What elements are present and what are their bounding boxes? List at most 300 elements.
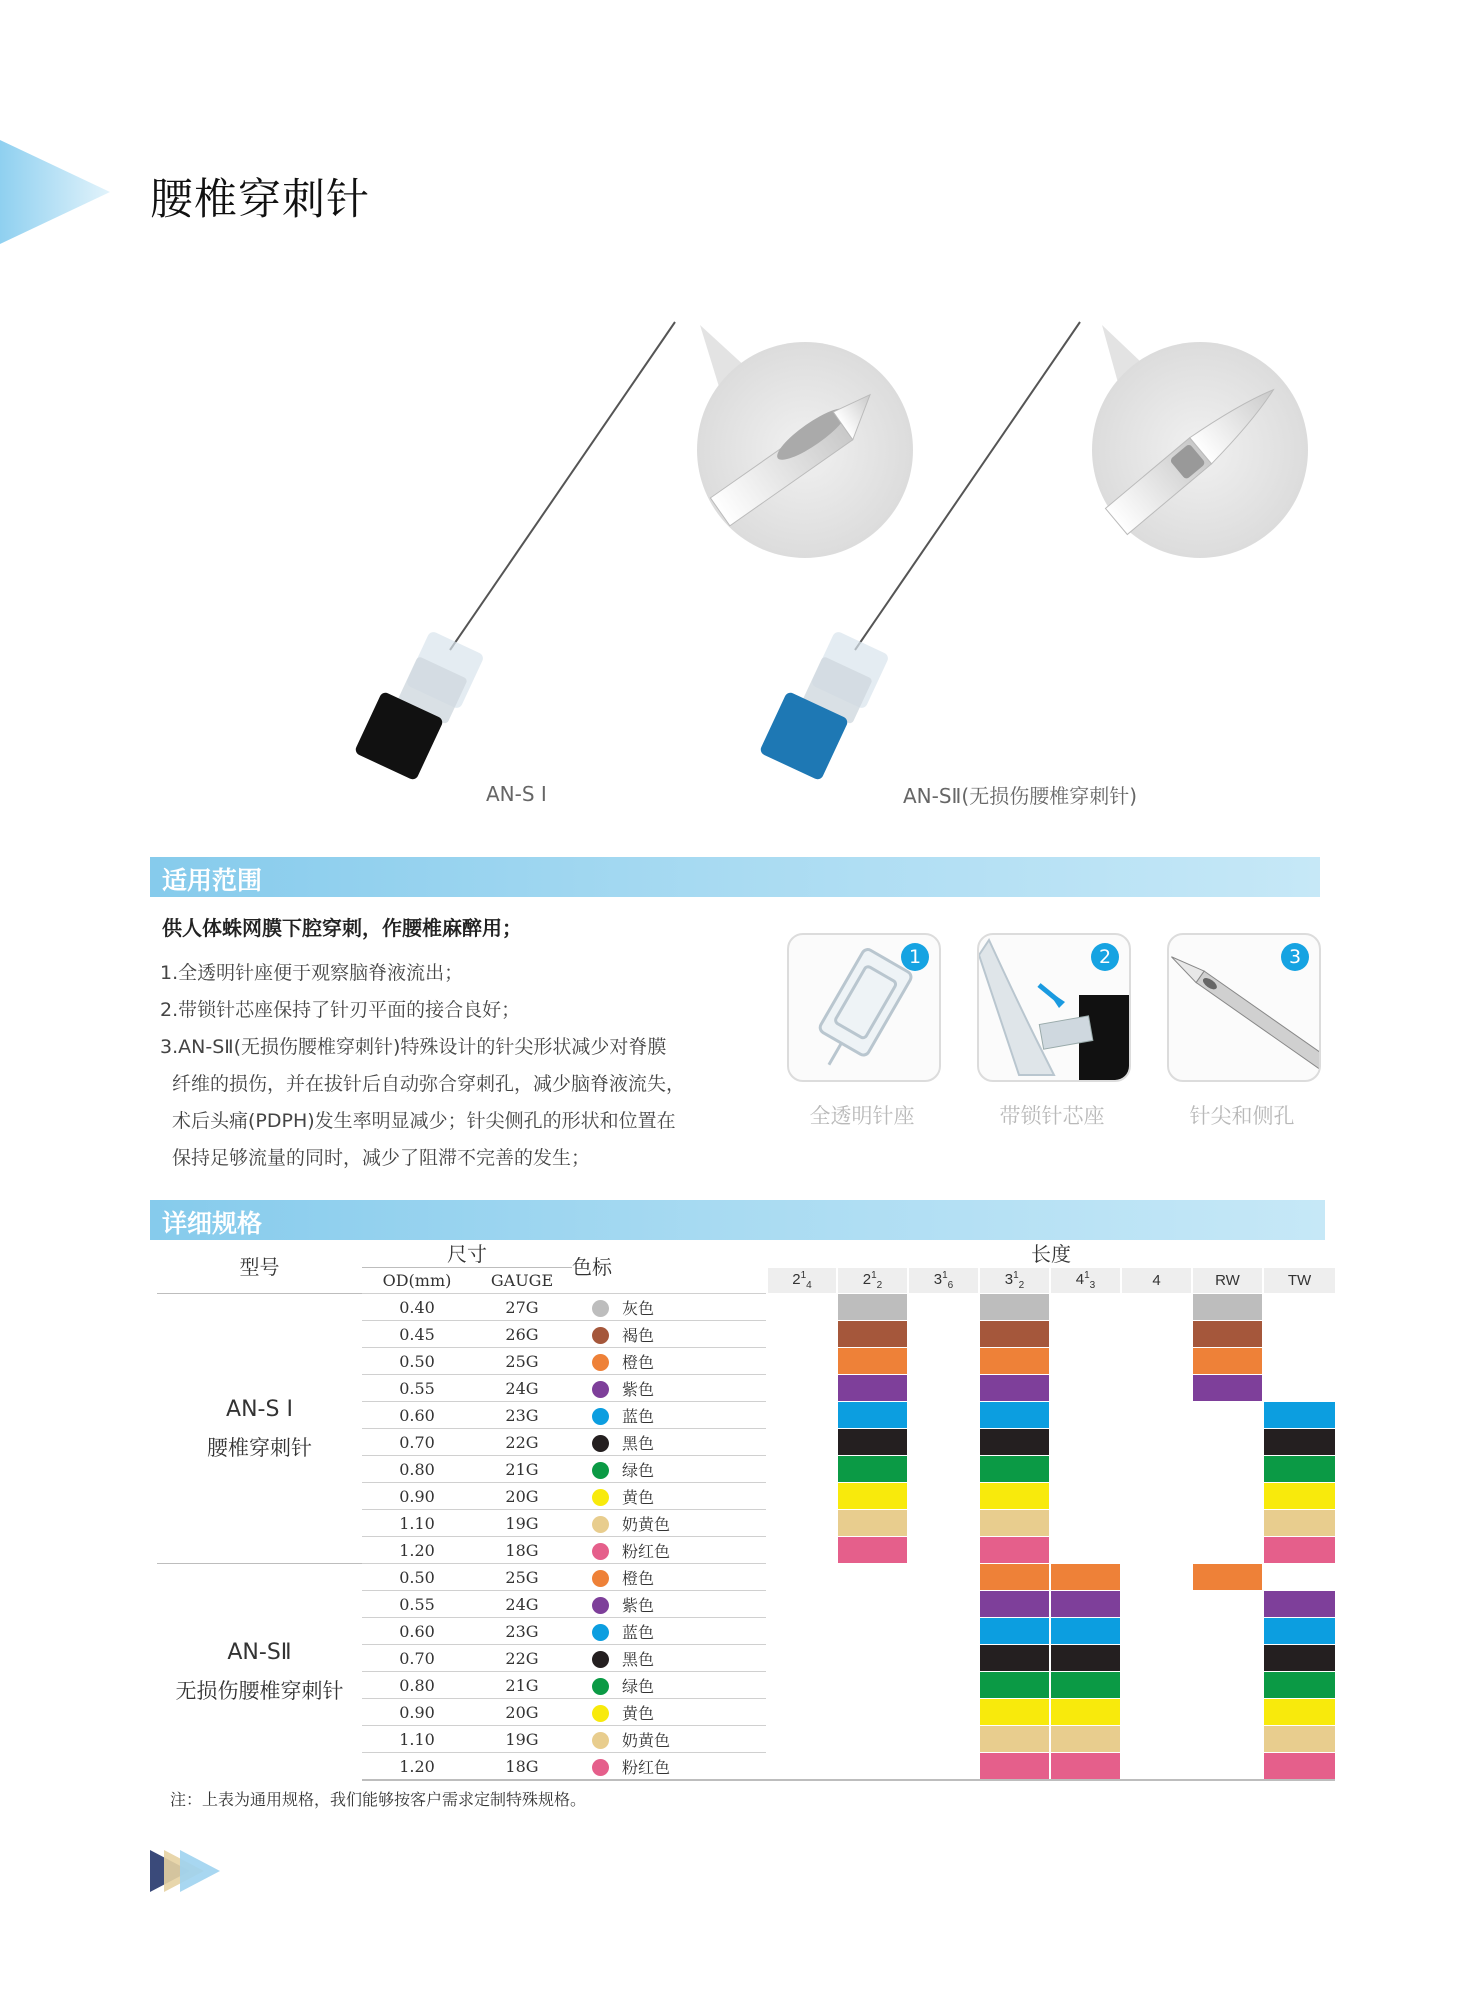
length-empty-cell bbox=[908, 1591, 979, 1618]
feature-line: 保持足够流量的同时，减少了阻滞不完善的发生； bbox=[172, 1147, 591, 1169]
length-empty-cell bbox=[908, 1483, 979, 1510]
length-empty-cell bbox=[767, 1483, 837, 1510]
color-name: 橙色 bbox=[622, 1568, 655, 1588]
length-empty-cell bbox=[1192, 1618, 1263, 1645]
color-dot-icon bbox=[592, 1408, 609, 1425]
length-empty-cell bbox=[908, 1753, 979, 1781]
length-empty-cell bbox=[908, 1375, 979, 1402]
color-dot-icon bbox=[592, 1759, 609, 1776]
length-empty-cell bbox=[1192, 1591, 1263, 1618]
color-name: 奶黄色 bbox=[622, 1730, 671, 1750]
color-name: 绿色 bbox=[622, 1676, 655, 1696]
length-available-swatch bbox=[1192, 1375, 1263, 1402]
footer-triangles-decoration bbox=[150, 1850, 230, 1892]
length-available-swatch bbox=[979, 1753, 1050, 1781]
length-empty-cell bbox=[1263, 1564, 1335, 1591]
color-mark-cell bbox=[572, 1429, 767, 1456]
gauge-cell: 20G bbox=[472, 1699, 572, 1726]
length-empty-cell bbox=[837, 1645, 908, 1672]
color-dot-icon bbox=[592, 1381, 609, 1398]
table-row bbox=[157, 1564, 1335, 1591]
length-empty-cell bbox=[1050, 1402, 1121, 1429]
length-empty-cell bbox=[1121, 1294, 1192, 1321]
length-frac-den: 3 bbox=[1089, 1279, 1096, 1291]
length-empty-cell bbox=[1192, 1402, 1263, 1429]
od-cell: 0.40 bbox=[362, 1294, 472, 1321]
length-empty-cell bbox=[1121, 1591, 1192, 1618]
feature-list bbox=[160, 955, 760, 1177]
od-cell: 0.80 bbox=[362, 1456, 472, 1483]
length-available-swatch bbox=[1050, 1564, 1121, 1591]
length-header-7 bbox=[1263, 1268, 1335, 1294]
length-available-swatch bbox=[1192, 1321, 1263, 1348]
length-frac-num: 1 bbox=[942, 1269, 948, 1281]
length-header-2 bbox=[908, 1268, 979, 1294]
length-frac-den: 4 bbox=[806, 1279, 812, 1291]
gauge-cell: 18G bbox=[472, 1753, 572, 1781]
length-empty-cell bbox=[908, 1429, 979, 1456]
length-empty-cell bbox=[1050, 1483, 1121, 1510]
length-empty-cell bbox=[1050, 1429, 1121, 1456]
length-empty-cell bbox=[908, 1294, 979, 1321]
length-empty-cell bbox=[1121, 1618, 1192, 1645]
length-empty-cell bbox=[767, 1375, 837, 1402]
length-header-3 bbox=[979, 1268, 1050, 1294]
length-empty-cell bbox=[1121, 1375, 1192, 1402]
color-dot-icon bbox=[592, 1570, 609, 1587]
needle-an-s1-image bbox=[354, 322, 675, 781]
length-empty-cell bbox=[1263, 1348, 1335, 1375]
length-empty-cell bbox=[837, 1753, 908, 1781]
color-name: 黄色 bbox=[622, 1487, 655, 1507]
length-empty-cell bbox=[767, 1321, 837, 1348]
product-caption-an-s2: AN-SⅡ(无损伤腰椎穿刺针) bbox=[903, 784, 1138, 808]
footnote: 注：上表为通用规格，我们能够按客户需求定制特殊规格。 bbox=[170, 1790, 587, 1809]
color-mark-cell bbox=[572, 1618, 767, 1645]
feature-line: 1.全透明针座便于观察脑脊液流出； bbox=[160, 962, 464, 984]
length-available-swatch bbox=[837, 1294, 908, 1321]
length-available-swatch bbox=[979, 1294, 1050, 1321]
header-od: OD(mm) bbox=[382, 1271, 452, 1290]
od-cell: 0.50 bbox=[362, 1564, 472, 1591]
color-name: 粉红色 bbox=[622, 1541, 671, 1561]
length-empty-cell bbox=[1192, 1510, 1263, 1537]
length-available-swatch bbox=[837, 1402, 908, 1429]
color-name: 紫色 bbox=[622, 1379, 655, 1399]
length-empty-cell bbox=[837, 1618, 908, 1645]
gauge-cell: 20G bbox=[472, 1483, 572, 1510]
length-available-swatch bbox=[1263, 1510, 1335, 1537]
length-available-swatch bbox=[1192, 1294, 1263, 1321]
length-available-swatch bbox=[1263, 1618, 1335, 1645]
length-frac-den: 2 bbox=[876, 1279, 883, 1291]
gauge-cell: 25G bbox=[472, 1564, 572, 1591]
thumb-caption: 全透明针座 bbox=[809, 1104, 915, 1128]
length-available-swatch bbox=[1050, 1645, 1121, 1672]
thumb-locking-stylet-hub bbox=[977, 933, 1131, 1082]
length-available-swatch bbox=[1263, 1537, 1335, 1564]
length-available-swatch bbox=[979, 1726, 1050, 1753]
length-empty-cell bbox=[767, 1699, 837, 1726]
length-empty-cell bbox=[908, 1645, 979, 1672]
length-empty-cell bbox=[1121, 1564, 1192, 1591]
length-available-swatch bbox=[1050, 1672, 1121, 1699]
length-main: 3 bbox=[933, 1270, 943, 1288]
length-empty-cell bbox=[767, 1510, 837, 1537]
header-size: 尺寸 bbox=[362, 1237, 572, 1268]
length-available-swatch bbox=[1263, 1753, 1335, 1781]
length-frac-num: 1 bbox=[1084, 1269, 1090, 1281]
length-available-swatch bbox=[1050, 1753, 1121, 1781]
length-available-swatch bbox=[979, 1456, 1050, 1483]
od-cell: 0.50 bbox=[362, 1348, 472, 1375]
length-header-4 bbox=[1050, 1268, 1121, 1294]
thumb-tip-side-hole bbox=[1167, 933, 1321, 1082]
length-available-swatch bbox=[1192, 1348, 1263, 1375]
gauge-cell: 22G bbox=[472, 1645, 572, 1672]
product-illustrations bbox=[330, 310, 1380, 810]
thumb-caption: 带锁针芯座 bbox=[999, 1104, 1105, 1128]
od-cell: 0.80 bbox=[362, 1672, 472, 1699]
gauge-cell: 27G bbox=[472, 1294, 572, 1321]
length-available-swatch bbox=[979, 1645, 1050, 1672]
color-dot-icon bbox=[592, 1516, 609, 1533]
length-available-swatch bbox=[1263, 1483, 1335, 1510]
length-empty-cell bbox=[767, 1429, 837, 1456]
color-mark-cell bbox=[572, 1564, 767, 1591]
gauge-cell: 19G bbox=[472, 1726, 572, 1753]
model-code: AN-SⅡ bbox=[227, 1640, 292, 1665]
length-empty-cell bbox=[767, 1564, 837, 1591]
color-mark-cell bbox=[572, 1321, 767, 1348]
length-empty-cell bbox=[908, 1537, 979, 1564]
model-code: AN-S I bbox=[226, 1396, 293, 1422]
length-empty-cell bbox=[837, 1672, 908, 1699]
length-available-swatch bbox=[979, 1483, 1050, 1510]
length-empty-cell bbox=[1050, 1537, 1121, 1564]
color-mark-cell bbox=[572, 1294, 767, 1321]
length-empty-cell bbox=[767, 1645, 837, 1672]
length-empty-cell bbox=[767, 1348, 837, 1375]
color-mark-cell bbox=[572, 1753, 767, 1781]
color-dot-icon bbox=[592, 1705, 609, 1722]
length-main: 4 bbox=[1075, 1270, 1085, 1288]
color-mark-cell bbox=[572, 1483, 767, 1510]
color-mark-cell bbox=[572, 1672, 767, 1699]
length-available-swatch bbox=[979, 1618, 1050, 1645]
length-header-1 bbox=[837, 1268, 908, 1294]
length-available-swatch bbox=[979, 1699, 1050, 1726]
length-available-swatch bbox=[1263, 1591, 1335, 1618]
color-dot-icon bbox=[592, 1624, 609, 1641]
length-empty-cell bbox=[1192, 1537, 1263, 1564]
length-empty-cell bbox=[908, 1402, 979, 1429]
header-length: 长度 bbox=[1031, 1241, 1071, 1266]
scope-heading: 适用范围 bbox=[162, 866, 263, 895]
pencil-tip-magnifier bbox=[1092, 325, 1308, 558]
color-mark-cell bbox=[572, 1402, 767, 1429]
od-cell: 0.90 bbox=[362, 1699, 472, 1726]
length-empty-cell bbox=[1121, 1510, 1192, 1537]
length-empty-cell bbox=[767, 1537, 837, 1564]
od-cell: 1.10 bbox=[362, 1726, 472, 1753]
color-name: 粉红色 bbox=[622, 1757, 671, 1777]
spec-table bbox=[157, 1237, 1335, 1781]
length-available-swatch bbox=[837, 1321, 908, 1348]
length-main: 4 bbox=[1152, 1271, 1161, 1289]
length-empty-cell bbox=[1192, 1645, 1263, 1672]
header-color: 色标 bbox=[572, 1254, 612, 1279]
length-empty-cell bbox=[767, 1753, 837, 1781]
spec-heading: 详细规格 bbox=[162, 1209, 263, 1238]
length-empty-cell bbox=[837, 1564, 908, 1591]
length-empty-cell bbox=[1263, 1321, 1335, 1348]
gauge-cell: 26G bbox=[472, 1321, 572, 1348]
header-model: 型号 bbox=[239, 1254, 280, 1279]
length-frac-den: 2 bbox=[1018, 1279, 1025, 1291]
length-empty-cell bbox=[1192, 1456, 1263, 1483]
gauge-cell: 18G bbox=[472, 1537, 572, 1564]
thumb-number: 2 bbox=[1091, 943, 1119, 971]
color-mark-cell bbox=[572, 1510, 767, 1537]
length-empty-cell bbox=[767, 1618, 837, 1645]
length-available-swatch bbox=[979, 1348, 1050, 1375]
length-frac-num: 1 bbox=[871, 1269, 877, 1281]
length-available-swatch bbox=[837, 1537, 908, 1564]
length-empty-cell bbox=[767, 1294, 837, 1321]
scope-section-header bbox=[150, 857, 1320, 897]
color-dot-icon bbox=[592, 1354, 609, 1371]
od-cell: 0.60 bbox=[362, 1618, 472, 1645]
color-mark-cell bbox=[572, 1726, 767, 1753]
model-cell bbox=[157, 1294, 362, 1564]
length-empty-cell bbox=[767, 1402, 837, 1429]
gauge-cell: 23G bbox=[472, 1618, 572, 1645]
od-cell: 1.10 bbox=[362, 1510, 472, 1537]
length-empty-cell bbox=[1263, 1375, 1335, 1402]
length-empty-cell bbox=[908, 1510, 979, 1537]
length-empty-cell bbox=[1121, 1537, 1192, 1564]
thumb-number: 3 bbox=[1281, 943, 1309, 971]
color-dot-icon bbox=[592, 1300, 609, 1317]
color-name: 褐色 bbox=[622, 1325, 655, 1345]
od-cell: 0.45 bbox=[362, 1321, 472, 1348]
color-name: 绿色 bbox=[622, 1460, 655, 1480]
product-caption-an-s1: AN-S I bbox=[486, 782, 547, 806]
color-name: 黑色 bbox=[622, 1649, 655, 1669]
feature-line: 术后头痛(PDPH)发生率明显减少；针尖侧孔的形状和位置在 bbox=[172, 1110, 676, 1132]
length-available-swatch bbox=[1263, 1672, 1335, 1699]
length-available-swatch bbox=[1050, 1618, 1121, 1645]
length-available-swatch bbox=[1263, 1456, 1335, 1483]
length-empty-cell bbox=[1050, 1456, 1121, 1483]
length-empty-cell bbox=[837, 1726, 908, 1753]
length-available-swatch bbox=[979, 1429, 1050, 1456]
length-empty-cell bbox=[1050, 1375, 1121, 1402]
color-dot-icon bbox=[592, 1678, 609, 1695]
table-row bbox=[157, 1294, 1335, 1321]
color-mark-cell bbox=[572, 1591, 767, 1618]
model-cell bbox=[157, 1564, 362, 1781]
color-dot-icon bbox=[592, 1489, 609, 1506]
length-frac-den: 6 bbox=[947, 1279, 954, 1291]
length-empty-cell bbox=[1121, 1483, 1192, 1510]
length-empty-cell bbox=[1050, 1348, 1121, 1375]
length-empty-cell bbox=[908, 1321, 979, 1348]
length-empty-cell bbox=[908, 1672, 979, 1699]
length-empty-cell bbox=[908, 1699, 979, 1726]
length-empty-cell bbox=[1121, 1726, 1192, 1753]
color-dot-icon bbox=[592, 1732, 609, 1749]
length-empty-cell bbox=[1050, 1321, 1121, 1348]
length-available-swatch bbox=[979, 1537, 1050, 1564]
color-name: 蓝色 bbox=[622, 1622, 655, 1642]
color-name: 蓝色 bbox=[622, 1406, 655, 1426]
length-available-swatch bbox=[979, 1402, 1050, 1429]
thumb-caption: 针尖和侧孔 bbox=[1189, 1104, 1295, 1128]
length-empty-cell bbox=[1050, 1294, 1121, 1321]
od-cell: 0.70 bbox=[362, 1645, 472, 1672]
length-available-swatch bbox=[979, 1510, 1050, 1537]
gauge-cell: 24G bbox=[472, 1375, 572, 1402]
length-available-swatch bbox=[1263, 1402, 1335, 1429]
length-empty-cell bbox=[767, 1591, 837, 1618]
color-dot-icon bbox=[592, 1597, 609, 1614]
length-empty-cell bbox=[1192, 1699, 1263, 1726]
od-cell: 0.90 bbox=[362, 1483, 472, 1510]
length-frac-num: 1 bbox=[800, 1269, 807, 1281]
length-available-swatch bbox=[1263, 1429, 1335, 1456]
od-cell: 1.20 bbox=[362, 1753, 472, 1781]
color-mark-cell bbox=[572, 1348, 767, 1375]
length-available-swatch bbox=[979, 1672, 1050, 1699]
color-mark-cell bbox=[572, 1456, 767, 1483]
length-empty-cell bbox=[1121, 1456, 1192, 1483]
length-empty-cell bbox=[1192, 1726, 1263, 1753]
color-dot-icon bbox=[592, 1327, 609, 1344]
feature-line: 2.带锁针芯座保持了针刃平面的接合良好； bbox=[160, 999, 521, 1021]
length-empty-cell bbox=[1121, 1645, 1192, 1672]
length-empty-cell bbox=[837, 1591, 908, 1618]
length-empty-cell bbox=[1121, 1402, 1192, 1429]
length-available-swatch bbox=[1050, 1726, 1121, 1753]
length-available-swatch bbox=[1192, 1564, 1263, 1591]
color-name: 奶黄色 bbox=[622, 1514, 671, 1534]
length-available-swatch bbox=[1263, 1699, 1335, 1726]
length-empty-cell bbox=[1192, 1753, 1263, 1781]
gauge-cell: 23G bbox=[472, 1402, 572, 1429]
length-header-0 bbox=[767, 1268, 837, 1294]
length-header-6 bbox=[1192, 1268, 1263, 1294]
length-available-swatch bbox=[979, 1375, 1050, 1402]
od-cell: 0.70 bbox=[362, 1429, 472, 1456]
od-cell: 0.55 bbox=[362, 1375, 472, 1402]
length-empty-cell bbox=[1121, 1699, 1192, 1726]
length-main: RW bbox=[1215, 1271, 1240, 1289]
bevel-tip-magnifier bbox=[697, 325, 913, 558]
length-empty-cell bbox=[767, 1672, 837, 1699]
color-dot-icon bbox=[592, 1543, 609, 1560]
color-dot-icon bbox=[592, 1651, 609, 1668]
color-name: 黑色 bbox=[622, 1433, 655, 1453]
length-available-swatch bbox=[837, 1483, 908, 1510]
length-empty-cell bbox=[767, 1456, 837, 1483]
length-empty-cell bbox=[908, 1726, 979, 1753]
gauge-cell: 24G bbox=[472, 1591, 572, 1618]
length-empty-cell bbox=[1050, 1510, 1121, 1537]
length-main: TW bbox=[1287, 1271, 1312, 1289]
length-empty-cell bbox=[1121, 1753, 1192, 1781]
length-available-swatch bbox=[979, 1591, 1050, 1618]
length-empty-cell bbox=[1121, 1672, 1192, 1699]
thumb-transparent-hub bbox=[787, 933, 941, 1082]
model-name: 腰椎穿刺针 bbox=[207, 1435, 312, 1460]
thumb-number: 1 bbox=[901, 943, 929, 971]
length-empty-cell bbox=[767, 1726, 837, 1753]
length-available-swatch bbox=[837, 1429, 908, 1456]
length-header-5 bbox=[1121, 1268, 1192, 1294]
length-available-swatch bbox=[1263, 1726, 1335, 1753]
color-name: 紫色 bbox=[622, 1595, 655, 1615]
length-empty-cell bbox=[908, 1456, 979, 1483]
length-empty-cell bbox=[908, 1348, 979, 1375]
color-name: 黄色 bbox=[622, 1703, 655, 1723]
length-main: 2 bbox=[862, 1270, 872, 1288]
length-empty-cell bbox=[1121, 1429, 1192, 1456]
length-available-swatch bbox=[837, 1375, 908, 1402]
length-available-swatch bbox=[979, 1321, 1050, 1348]
length-empty-cell bbox=[1121, 1321, 1192, 1348]
gauge-cell: 25G bbox=[472, 1348, 572, 1375]
length-available-swatch bbox=[979, 1564, 1050, 1591]
length-empty-cell bbox=[908, 1564, 979, 1591]
color-name: 灰色 bbox=[622, 1298, 655, 1318]
length-available-swatch bbox=[837, 1456, 908, 1483]
color-dot-icon bbox=[592, 1462, 609, 1479]
spec-section-header bbox=[150, 1200, 1325, 1240]
length-main: 3 bbox=[1004, 1270, 1014, 1288]
color-name: 橙色 bbox=[622, 1352, 655, 1372]
color-mark-cell bbox=[572, 1375, 767, 1402]
od-cell: 0.60 bbox=[362, 1402, 472, 1429]
gauge-cell: 22G bbox=[472, 1429, 572, 1456]
color-mark-cell bbox=[572, 1645, 767, 1672]
scope-intro: 供人体蛛网膜下腔穿刺，作腰椎麻醉用； bbox=[162, 916, 522, 940]
length-empty-cell bbox=[1192, 1429, 1263, 1456]
feature-line: 3.AN-SⅡ(无损伤腰椎穿刺针)特殊设计的针尖形状减少对脊膜 bbox=[160, 1036, 667, 1058]
length-frac-num: 1 bbox=[1013, 1269, 1019, 1281]
color-mark-cell bbox=[572, 1537, 767, 1564]
gauge-cell: 21G bbox=[472, 1672, 572, 1699]
length-empty-cell bbox=[1263, 1294, 1335, 1321]
page-title: 腰椎穿刺针 bbox=[150, 175, 370, 225]
length-empty-cell bbox=[837, 1699, 908, 1726]
length-available-swatch bbox=[1050, 1699, 1121, 1726]
length-empty-cell bbox=[908, 1618, 979, 1645]
title-triangle-decoration bbox=[0, 140, 115, 245]
gauge-cell: 19G bbox=[472, 1510, 572, 1537]
od-cell: 0.55 bbox=[362, 1591, 472, 1618]
gauge-cell: 21G bbox=[472, 1456, 572, 1483]
length-available-swatch bbox=[837, 1348, 908, 1375]
color-dot-icon bbox=[592, 1435, 609, 1452]
length-empty-cell bbox=[1192, 1672, 1263, 1699]
length-available-swatch bbox=[1263, 1645, 1335, 1672]
length-available-swatch bbox=[837, 1510, 908, 1537]
color-mark-cell bbox=[572, 1699, 767, 1726]
length-empty-cell bbox=[1192, 1483, 1263, 1510]
feature-line: 纤维的损伤，并在拔针后自动弥合穿刺孔，减少脑脊液流失， bbox=[172, 1073, 686, 1095]
